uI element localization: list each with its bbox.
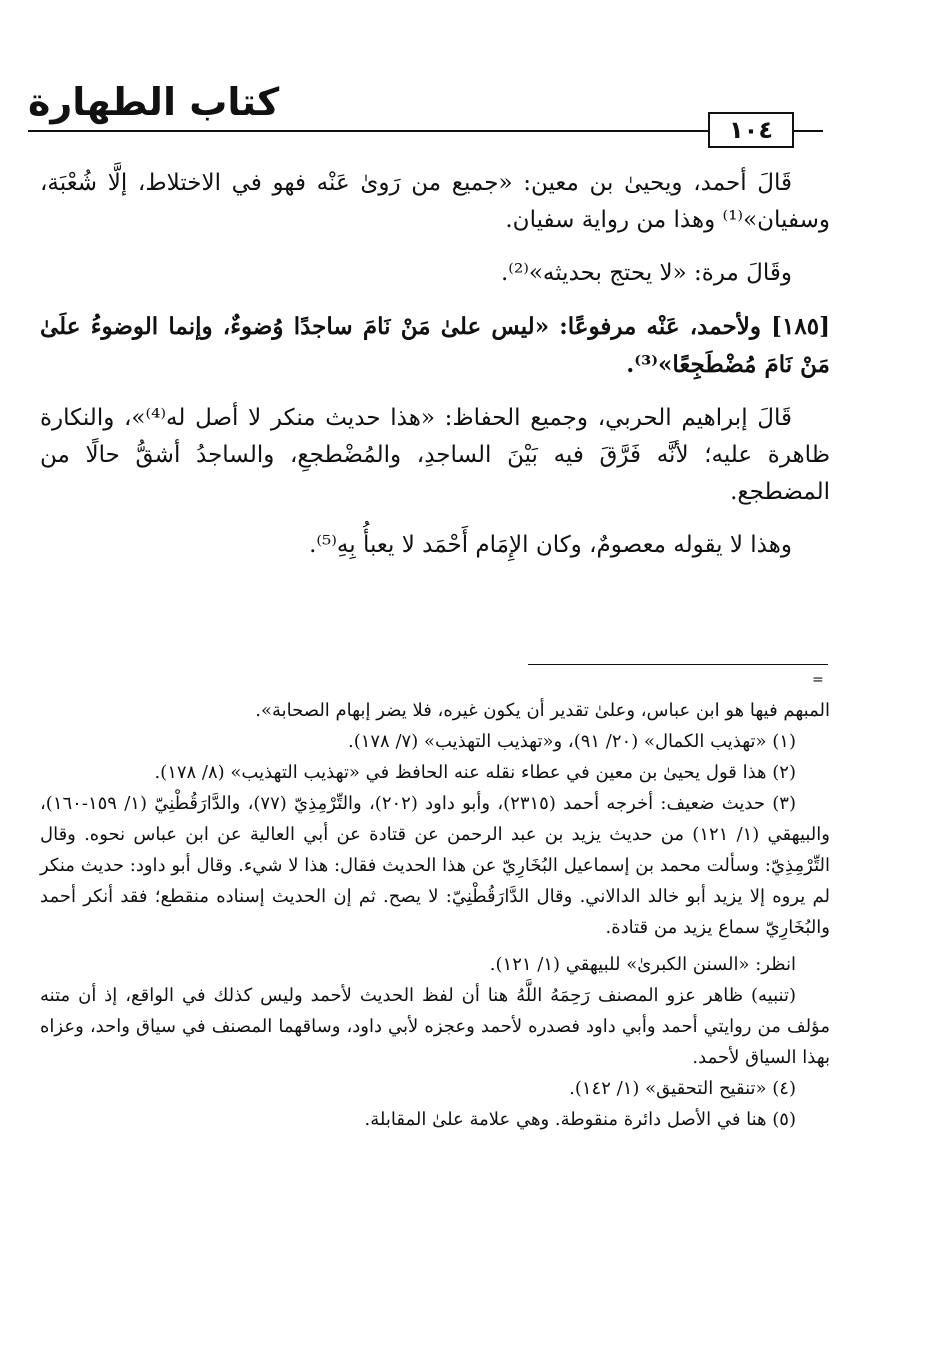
book-title: كتاب الطهارة <box>28 80 280 124</box>
footnote-2: (٢) هذا قول يحيىٰ بن معين في عطاء نقله عنه الحافظ في «تهذيب التهذيب» (٨/ ١٧٨). <box>154 762 796 783</box>
footnote-continuation-mark: = <box>812 672 824 688</box>
footnote-4: (٤) «تنقيح التحقيق» (١/ ١٤٢). <box>569 1078 796 1099</box>
footnotes <box>40 695 830 1135</box>
footnote-5: (٥) هنا في الأصل دائرة منقوطة. وهي علامة علىٰ المقابلة. <box>364 1109 796 1130</box>
footnote-separator <box>528 664 828 665</box>
page-number: ١٠٤ <box>708 112 794 148</box>
footnote-continuation: المبهم فيها هو ابن عباس، وعلىٰ تقدير أن يكون غيره، فلا يضر إبهام الصحابة». <box>255 700 830 721</box>
footnote-1: (١) «تهذيب الكمال» (٢٠/ ٩١)، و«تهذيب التهذيب» (٧/ ١٧٨). <box>347 731 796 752</box>
main-paragraph-2: وقَالَ مرة: «لا يحتج بحديثه»⁽²⁾. <box>500 260 792 286</box>
hadith-paragraph <box>40 308 830 384</box>
main-paragraph-3: قَالَ إبراهيم الحربي، وجميع الحفاظ: «هذا حديث منكر لا أصل له⁽⁴⁾»، والنكارة ظاهرة عليه؛ لأنَّه فَرَّقَ فيه بَيْنَ الساجدِ، والمُضْطجعِ، والساجدُ أشقُّ حالًا من المضطجع. <box>40 405 830 505</box>
main-paragraph-4: وهذا لا يقوله معصومٌ، وكان الإِمَام أَحْمَد لا يعبأُ بِهِ⁽⁵⁾. <box>309 532 792 558</box>
footnote-3-note: (تنبيه) ظاهر عزو المصنف رَحِمَهُ اللَّهُ هنا أن لفظ الحديث لأحمد وليس كذلك في الواقع، إذ أن متنه مؤلف من روايتي أحمد وأبي داود فصدره لأحمد وعجزه لأبي داود، وساقهما المصنف في سياق واحد، وعزاه بهذا السياق لأحمد. <box>40 985 830 1068</box>
hadith-number: [١٨٥] <box>771 313 830 340</box>
hadith-text: ولأحمد، عَنْه مرفوعًا: «ليس علىٰ مَنْ نَامَ ساجدًا وُضوءٌ، وإنما الوضوءُ علَىٰ مَنْ نَامَ مُضْطَجِعًا»⁽³⁾. <box>40 313 830 378</box>
footnote-3-see-also: انظر: «السنن الكبرىٰ» للبيهقي (١/ ١٢١). <box>489 954 796 975</box>
main-paragraph-1: قَالَ أحمد، ويحيىٰ بن معين: «جميع من رَوىٰ عَنْه فهو في الاختلاط، إلَّا شُعْبَة، وسفيان»⁽¹⁾ وهذا من رواية سفيان. <box>40 170 830 233</box>
header-rule <box>28 130 823 132</box>
main-text <box>40 165 830 580</box>
page-header <box>28 72 828 152</box>
footnote-3: (٣) حديث ضعيف: أخرجه أحمد (٢٣١٥)، وأبو داود (٢٠٢)، والتِّرْمِذِيّ (٧٧)، والدَّارَقُطْنِيّ (١/ ١٥٩-١٦٠)، والبيهقي (١/ ١٢١) من حديث يزيد بن عبد الرحمن عن قتادة عن أبي العالية عن ابن عباس نحوه. وقال التِّرْمِذِيّ: وسألت محمد بن إسماعيل البُخَارِيّ عن هذا الحديث فقال: هذا لا شيء. وقال أبو داود: حديث منكر لم يروه إلا يزيد أبو خالد الدالاني. وقال الدَّارَقُطْنِيّ: لا يصح. ثم إن الحديث إسناده منقطع؛ فقد أنكر أحمد والبُخَارِيّ سماع يزيد من قتادة. <box>40 793 830 938</box>
